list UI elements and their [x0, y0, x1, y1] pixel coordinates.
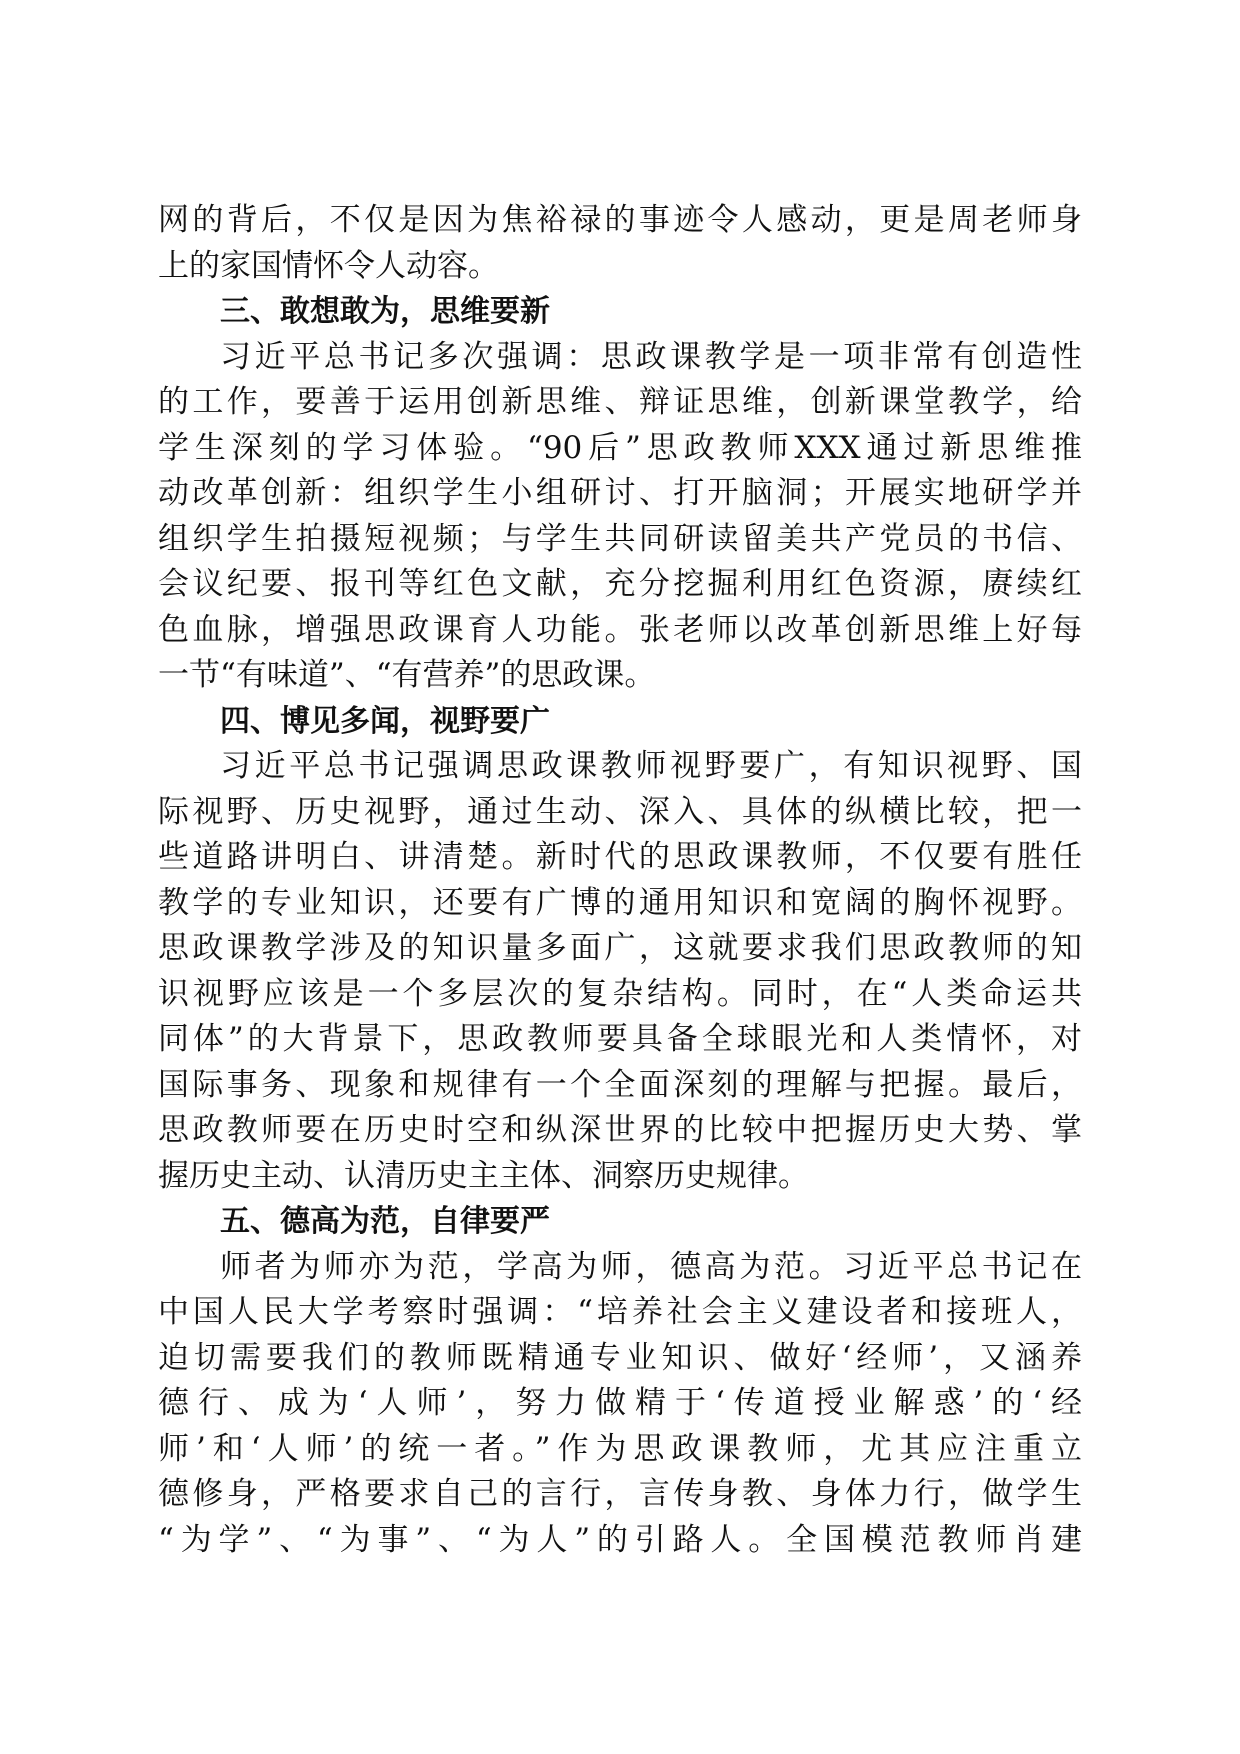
paragraph-line: “为学”、“为事”、“为人”的引路人。全国模范教师肖建 — [158, 1521, 1082, 1558]
paragraph-line: 动改革创新：组织学生小组研讨、打开脑洞；开展实地研学并 — [158, 475, 1082, 511]
paragraph-line: 色血脉，增强思政课育人功能。张老师以改革创新思维上好每 — [158, 611, 1082, 648]
paragraph-line: 学生深刻的学习体验。“90后”思政教师XXX通过新思维推 — [158, 429, 1082, 466]
paragraph-line: 会议纪要、报刊等红色文献，充分挖掘利用红色资源，赓续红 — [158, 566, 1082, 602]
paragraph-line: 握历史主动、认清历史主主体、洞察历史规律。 — [158, 1157, 809, 1194]
paragraph-line: 教学的专业知识，还要有广博的通用知识和宽阔的胸怀视野。 — [158, 884, 1082, 921]
paragraph-line: 德修身，严格要求自己的言行，言传身教、身体力行，做学生 — [158, 1476, 1082, 1512]
paragraph-line: 师者为师亦为范，学高为师，德高为范。习近平总书记在 — [220, 1248, 1082, 1285]
paragraph-line: 组织学生拍摄短视频；与学生共同研读留美共产党员的书信、 — [158, 520, 1082, 557]
paragraph-line: 国际事务、现象和规律有一个全面深刻的理解与把握。最后， — [158, 1066, 1082, 1103]
document-page — [158, 198, 1082, 1563]
paragraph-line: 一节“有味道”、“有营养”的思政课。 — [158, 657, 656, 693]
paragraph-line: 思政课教学涉及的知识量多面广，这就要求我们思政教师的知 — [158, 930, 1082, 966]
paragraph-line: 识视野应该是一个多层次的复杂结构。同时，在“人类命运共 — [158, 975, 1082, 1012]
paragraph-line: 的工作，要善于运用创新思维、辩证思维，创新课堂教学，给 — [158, 384, 1082, 420]
paragraph-line: 网的背后，不仅是因为焦裕禄的事迹令人感动，更是周老师身 — [158, 202, 1082, 238]
paragraph-line: 迫切需要我们的教师既精通专业知识、做好‘经师’，又涵养 — [158, 1339, 1082, 1376]
paragraph-line: 思政教师要在历史时空和纵深世界的比较中把握历史大势、掌 — [158, 1112, 1082, 1148]
paragraph-line: 上的家国情怀令人动容。 — [158, 247, 499, 284]
paragraph-line: 德行、成为‘人师’，努力做精于‘传道授业解惑’的‘经 — [158, 1385, 1082, 1421]
paragraph-line: 同体”的大背景下，思政教师要具备全球眼光和人类情怀，对 — [158, 1021, 1082, 1057]
paragraph-line: 习近平总书记强调思政课教师视野要广，有知识视野、国 — [220, 748, 1082, 784]
section-heading-5: 五、德高为范，自律要严 — [220, 1204, 550, 1239]
section-heading-3: 三、敢想敢为，思维要新 — [220, 294, 550, 329]
paragraph-line: 中国人民大学考察时强调：“培养社会主义建设者和接班人， — [158, 1294, 1082, 1330]
paragraph-line: 些道路讲明白、讲清楚。新时代的思政课教师，不仅要有胜任 — [158, 839, 1082, 875]
paragraph-line: 际视野、历史视野，通过生动、深入、具体的纵横比较，把一 — [158, 793, 1082, 830]
paragraph-line: 习近平总书记多次强调：思政课教学是一项非常有创造性 — [220, 338, 1082, 375]
paragraph-line: 师’和‘人师’的统一者。”作为思政课教师，尤其应注重立 — [158, 1430, 1082, 1467]
section-heading-4: 四、博见多闻，视野要广 — [220, 703, 550, 739]
